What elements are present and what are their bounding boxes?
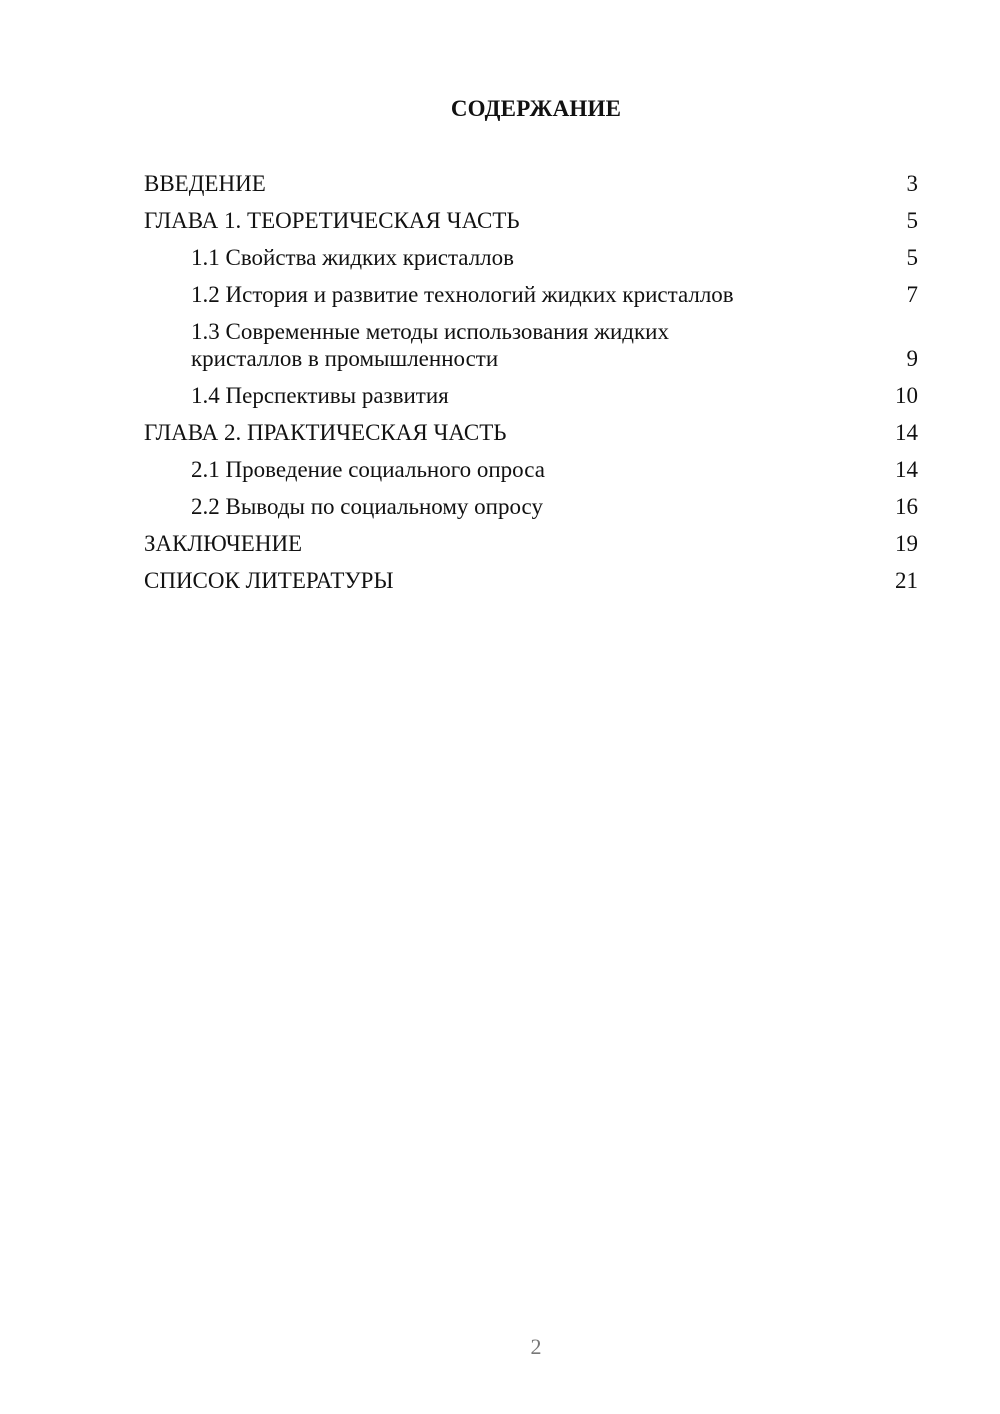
page-number: 2: [530, 1334, 542, 1359]
toc-entry-section-1-4: [144, 382, 918, 409]
toc-entry-label: 1.4 Перспективы развития: [191, 383, 449, 408]
toc-entry-chapter-1: [144, 207, 918, 234]
toc-entry-conclusion: [144, 530, 918, 557]
toc-entry-section-1-3: [144, 318, 918, 372]
toc-entry-page: 7: [906, 282, 918, 307]
toc-entry-introduction: [144, 170, 918, 197]
toc-entry-section-1-2: [144, 281, 918, 308]
toc-entry-page: 5: [906, 245, 918, 270]
toc-entry-page: 19: [895, 531, 918, 556]
toc-entry-label: ГЛАВА 1. ТЕОРЕТИЧЕСКАЯ ЧАСТЬ: [144, 208, 520, 233]
toc-entry-label: ЗАКЛЮЧЕНИЕ: [144, 531, 303, 556]
toc-entry-references: [144, 567, 918, 594]
toc-entry-label: 1.3 Современные методы использования жидких кристаллов в промышленности: [191, 319, 669, 371]
toc-entry-label: ВВЕДЕНИЕ: [144, 171, 266, 196]
toc-entry-page: 14: [895, 420, 918, 445]
toc-entry-page: 10: [895, 383, 918, 408]
toc-entry-label: СПИСОК ЛИТЕРАТУРЫ: [144, 568, 394, 593]
toc-entry-section-2-2: [144, 493, 918, 520]
toc-entry-page: 21: [895, 568, 918, 593]
toc-entry-label: 2.2 Выводы по социальному опросу: [191, 494, 543, 519]
toc-entry-chapter-2: [144, 419, 918, 446]
toc-entry-page: 16: [895, 494, 918, 519]
toc-entry-label: 2.1 Проведение социального опроса: [191, 457, 545, 482]
toc-entry-label: ГЛАВА 2. ПРАКТИЧЕСКАЯ ЧАСТЬ: [144, 420, 507, 445]
toc-entry-label: 1.1 Свойства жидких кристаллов: [191, 245, 515, 270]
table-of-contents: [144, 170, 918, 604]
toc-entry-page: 14: [895, 457, 918, 482]
toc-entry-page: 5: [906, 208, 918, 233]
toc-title: СОДЕРЖАНИЕ: [450, 96, 622, 121]
toc-entry-page: 9: [906, 346, 918, 371]
toc-entry-section-1-1: [144, 244, 918, 271]
toc-entry-section-2-1: [144, 456, 918, 483]
toc-entry-label: 1.2 История и развитие технологий жидких кристаллов: [191, 282, 734, 307]
toc-entry-page: 3: [906, 171, 918, 196]
